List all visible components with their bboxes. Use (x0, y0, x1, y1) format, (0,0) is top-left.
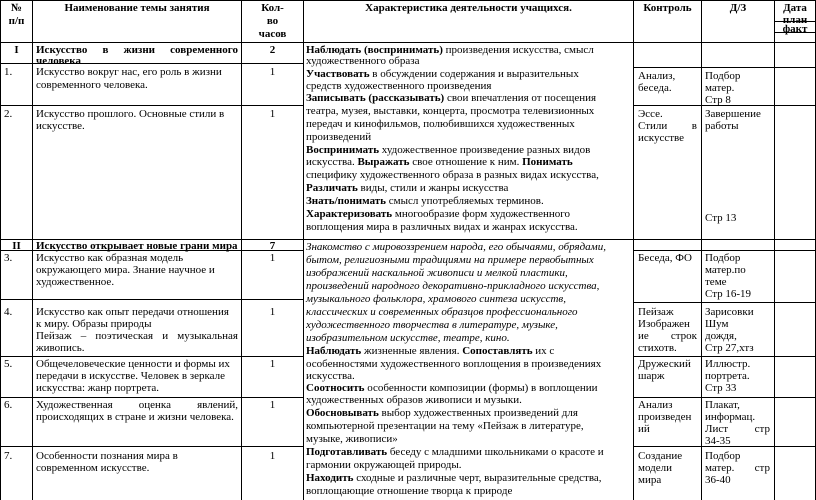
section-2-hours: 7 (269, 240, 276, 252)
section-1-num: I (14, 44, 19, 56)
header-hw: Д/З (729, 2, 747, 14)
header-control: Контроль (643, 2, 692, 14)
section-1-hours: 2 (269, 44, 276, 56)
header-activity: Характеристика деятельности учащихся. (365, 2, 572, 14)
header-topic: Наименование темы занятия (64, 2, 210, 14)
section-2-num: II (12, 240, 21, 252)
section-1-title: Искусство в жизни современного (36, 44, 238, 56)
section-2-title: Искусство открывает новые грани мира (36, 240, 238, 252)
